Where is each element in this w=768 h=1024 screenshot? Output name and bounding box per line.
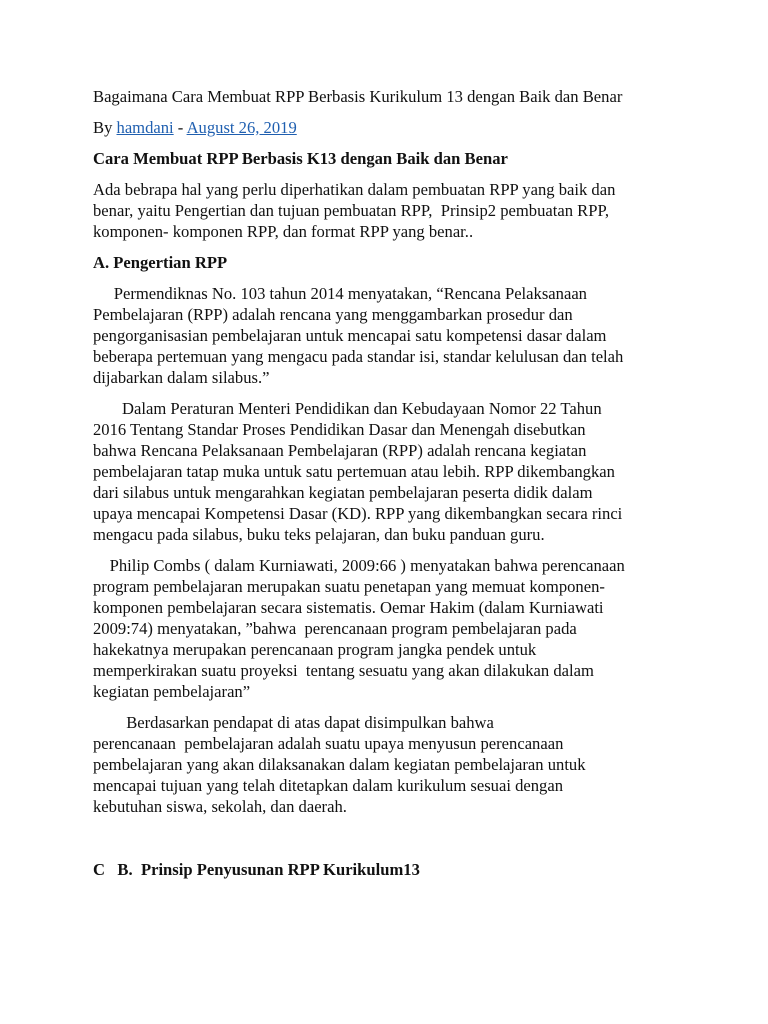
paragraph-line: hakekatnya merupakan perencanaan program jangka pendek untuk	[93, 640, 537, 659]
paragraph-line: 2009:74) menyatakan, ”bahwa perencanaan program pembelajaran pada	[93, 619, 577, 638]
date-link[interactable]: August 26, 2019	[186, 118, 297, 137]
paragraph-line: Permendiknas No. 103 tahun 2014 menyatakan, “Rencana Pelaksanaan	[93, 284, 587, 303]
intro-line: benar, yaitu Pengertian dan tujuan pembuatan RPP, Prinsip2 pembuatan RPP,	[93, 201, 609, 220]
intro-paragraph	[93, 179, 683, 242]
paragraph-line: perencanaan pembelajaran adalah suatu upaya menyusun perencanaan	[93, 734, 564, 753]
paragraph-philip-combs	[93, 555, 683, 702]
paragraph-line: Pembelajaran (RPP) adalah rencana yang menggambarkan prosedur dan	[93, 305, 573, 324]
paragraph-line: kebutuhan siswa, sekolah, dan daerah.	[93, 797, 347, 816]
paragraph-line: pembelajaran yang akan dilaksanakan dalam kegiatan pembelajaran untuk	[93, 755, 586, 774]
paragraph-line: Philip Combs ( dalam Kurniawati, 2009:66 ) menyatakan bahwa perencanaan	[93, 556, 625, 575]
paragraph-peraturan-menteri	[93, 398, 683, 545]
article-title: Bagaimana Cara Membuat RPP Berbasis Kurikulum 13 dengan Baik dan Benar	[93, 87, 623, 106]
paragraph-line: mengacu pada silabus, buku teks pelajaran, dan buku panduan guru.	[93, 525, 545, 544]
intro-line: Ada bebrapa hal yang perlu diperhatikan dalam pembuatan RPP yang baik dan	[93, 180, 616, 199]
paragraph-line: Dalam Peraturan Menteri Pendidikan dan Kebudayaan Nomor 22 Tahun	[93, 399, 602, 418]
paragraph-line: mencapai tujuan yang telah ditetapkan dalam kurikulum sesuai dengan	[93, 776, 564, 795]
paragraph-line: 2016 Tentang Standar Proses Pendidikan Dasar dan Menengah disebutkan	[93, 420, 586, 439]
author-link[interactable]: hamdani	[116, 118, 174, 137]
paragraph-line: pembelajaran tatap muka untuk satu pertemuan atau lebih. RPP dikembangkan	[93, 462, 615, 481]
byline-prefix: By	[93, 118, 117, 137]
article-subtitle: Cara Membuat RPP Berbasis K13 dengan Baik dan Benar	[93, 149, 508, 168]
section-a-heading: A. Pengertian RPP	[93, 253, 228, 272]
paragraph-line: dari silabus untuk mengarahkan kegiatan pembelajaran peserta didik dalam	[93, 483, 593, 502]
paragraph-line: upaya mencapai Kompetensi Dasar (KD). RPP yang dikembangkan secara rinci	[93, 504, 623, 523]
paragraph-permendiknas	[93, 283, 683, 388]
paragraph-line: kegiatan pembelajaran”	[93, 682, 251, 701]
paragraph-line: beberapa pertemuan yang mengacu pada standar isi, standar kelulusan dan telah	[93, 347, 624, 366]
byline-separator: -	[173, 118, 187, 137]
paragraph-line: komponen pembelajaran secara sistematis. Oemar Hakim (dalam Kurniawati	[93, 598, 604, 617]
section-b-heading: C B. Prinsip Penyusunan RPP Kurikulum13	[93, 860, 420, 879]
document-page	[93, 86, 683, 880]
intro-line: komponen- komponen RPP, dan format RPP yang benar..	[93, 222, 474, 241]
paragraph-line: pengorganisasian pembelajaran untuk mencapai satu kompetensi dasar dalam	[93, 326, 607, 345]
paragraph-line: Berdasarkan pendapat di atas dapat disimpulkan bahwa	[93, 713, 494, 732]
paragraph-line: bahwa Rencana Pelaksanaan Pembelajaran (RPP) adalah rencana kegiatan	[93, 441, 587, 460]
paragraph-kesimpulan	[93, 712, 683, 817]
paragraph-line: program pembelajaran merupakan suatu penetapan yang memuat komponen-	[93, 577, 605, 596]
byline	[93, 117, 683, 138]
paragraph-line: dijabarkan dalam silabus.”	[93, 368, 270, 387]
paragraph-line: memperkirakan suatu proyeksi tentang sesuatu yang akan dilakukan dalam	[93, 661, 594, 680]
section-spacer	[93, 827, 683, 859]
